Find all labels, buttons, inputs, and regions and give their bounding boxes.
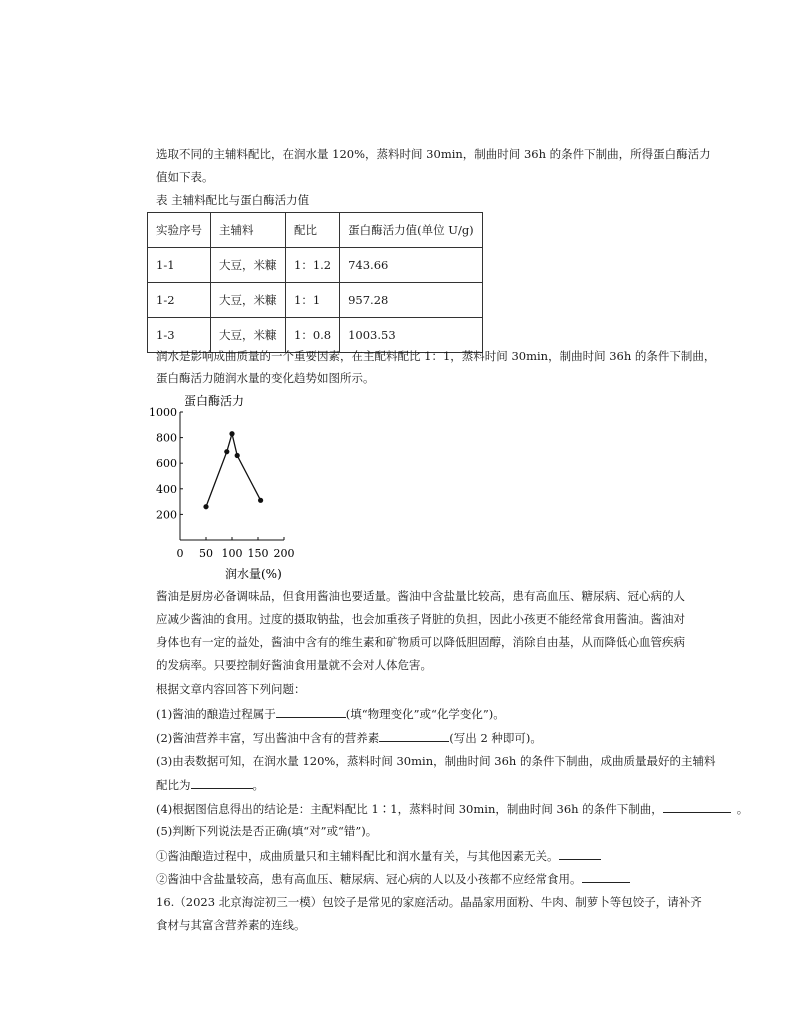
q4-text: (4)根据图信息得出的结论是：主配料配比 1∶1，蒸料时间 30min，制曲时间 36h 的条件下制曲，: [156, 802, 663, 816]
table-cell: 大豆，米糠: [211, 283, 286, 318]
question-3-line-1: (3)由表数据可知，在润水量 120%，蒸料时间 30min，制曲时间 36h 的条件下制曲，成曲质量最好的主辅料: [156, 754, 716, 768]
table-cell: 1：1: [286, 283, 340, 318]
table-cell: 1-3: [148, 318, 211, 353]
question-4: [156, 800, 748, 817]
intro-line-1: 选取不同的主辅料配比，在润水量 120%，蒸料时间 30min，制曲时间 36h 的条件下制曲，所得蛋白酶活力: [156, 147, 711, 161]
q4-text-end: 。: [736, 802, 749, 816]
x-tick-label: 50: [199, 547, 213, 560]
q2-answer-blank[interactable]: [379, 729, 449, 742]
table-cell: 大豆，米糠: [211, 318, 286, 353]
table-row: [148, 248, 483, 283]
data-point: [258, 498, 263, 503]
questions-lead: 根据文章内容回答下列问题：: [156, 682, 306, 696]
series-line: [206, 434, 261, 507]
para2-line-1: 润水是影响成曲质量的一个重要因素，在主配料配比 1：1，蒸料时间 30min，制曲时间 36h 的条件下制曲，: [156, 349, 716, 363]
table-cell: 1-2: [148, 283, 211, 318]
para3-line-2: 应减少酱油的食用。过度的摄取钠盐，也会加重孩子肾脏的负担，因此小孩更不能经常食用酱油。酱油对: [156, 612, 685, 626]
question-2: [156, 729, 542, 746]
para3-line-4: 的发病率。只要控制好酱油食用量就不会对人体危害。: [156, 658, 432, 672]
question-5: (5)判断下列说法是否正确(填“对”或“错”)。: [156, 824, 378, 838]
intro-line-2: 值如下表。: [156, 170, 214, 184]
q3-text: 配比为: [156, 778, 191, 792]
table-cell: 大豆，米糠: [211, 248, 286, 283]
x-axis-label: 润水量(%): [225, 567, 282, 581]
question-5-1: [156, 847, 601, 864]
table-row: [148, 283, 483, 318]
table-header-cell: 配比: [286, 213, 340, 248]
x-tick-label: 200: [273, 547, 295, 560]
question-1: [156, 705, 505, 722]
q5-2-text: ②酱油中含盐量较高，患有高血压、糖尿病、冠心病的人以及小孩都不应经常食用。: [156, 872, 582, 886]
table-caption: 表 主辅料配比与蛋白酶活力值: [156, 193, 310, 207]
q5-2-answer-blank[interactable]: [582, 870, 630, 883]
q3-text-end: 。: [252, 778, 264, 792]
data-point: [224, 449, 229, 454]
table-cell: 1：0.8: [286, 318, 340, 353]
question-5-2: [156, 870, 630, 887]
x-tick-label: 150: [247, 547, 269, 560]
x-tick-label: 100: [221, 547, 243, 560]
table-header-row: [148, 213, 483, 248]
table-header-cell: 蛋白酶活力值(单位 U/g): [340, 213, 483, 248]
q2-text: (2)酱油营养丰富，写出酱油中含有的营养素: [156, 731, 380, 745]
table-cell: 1：1.2: [286, 248, 340, 283]
y-tick-label: 200: [156, 508, 177, 522]
data-point: [235, 453, 240, 458]
chart-ticks: [149, 406, 295, 560]
chart-series: [203, 431, 263, 509]
table-header-cell: 主辅料: [211, 213, 286, 248]
q5-1-text: ①酱油酿造过程中，成曲质量只和主辅料配比和润水量有关，与其他因素无关。: [156, 849, 559, 863]
q2-text-end: (写出 2 种即可)。: [449, 731, 542, 745]
water-activity-chart: [140, 390, 310, 582]
table-cell: 957.28: [340, 283, 483, 318]
y-tick-label: 800: [156, 431, 177, 445]
q3-answer-blank[interactable]: [191, 776, 253, 789]
data-point: [203, 504, 208, 509]
y-tick-label: 1000: [149, 406, 177, 419]
x-tick-label: 0: [176, 547, 184, 560]
q16-line-1: 16.（2023 北京海淀初三一模）包饺子是常见的家庭活动。晶晶家用面粉、牛肉、制萝卜等包饺子，请补齐: [156, 895, 702, 909]
q16-line-2: 食材与其富含营养素的连线。: [156, 918, 306, 932]
para3-line-3: 身体也有一定的益处，酱油中含有的维生素和矿物质可以降低胆固醇，消除自由基，从而降低心血管疾病: [156, 635, 685, 649]
question-3-line-2: [156, 776, 264, 793]
q4-answer-blank[interactable]: [663, 800, 731, 813]
table-header-cell: 实验序号: [148, 213, 211, 248]
table-cell: 743.66: [340, 248, 483, 283]
q5-1-answer-blank[interactable]: [559, 847, 601, 860]
y-axis-label: 蛋白酶活力: [184, 394, 245, 408]
q1-text: (1)酱油的酿造过程属于: [156, 707, 276, 721]
data-point: [229, 431, 234, 436]
ratio-activity-table: [147, 212, 483, 353]
q1-answer-blank[interactable]: [276, 705, 346, 718]
table-cell: 1003.53: [340, 318, 483, 353]
table-cell: 1-1: [148, 248, 211, 283]
y-tick-label: 400: [156, 482, 177, 496]
para2-line-2: 蛋白酶活力随润水量的变化趋势如图所示。: [156, 371, 375, 385]
para3-line-1: 酱油是厨房必备调味品，但食用酱油也要适量。酱油中含盐量比较高，患有高血压、糖尿病、冠心病的人: [156, 589, 685, 603]
y-tick-label: 600: [156, 457, 177, 471]
q1-text-end: (填“物理变化”或“化学变化”)。: [345, 707, 505, 721]
